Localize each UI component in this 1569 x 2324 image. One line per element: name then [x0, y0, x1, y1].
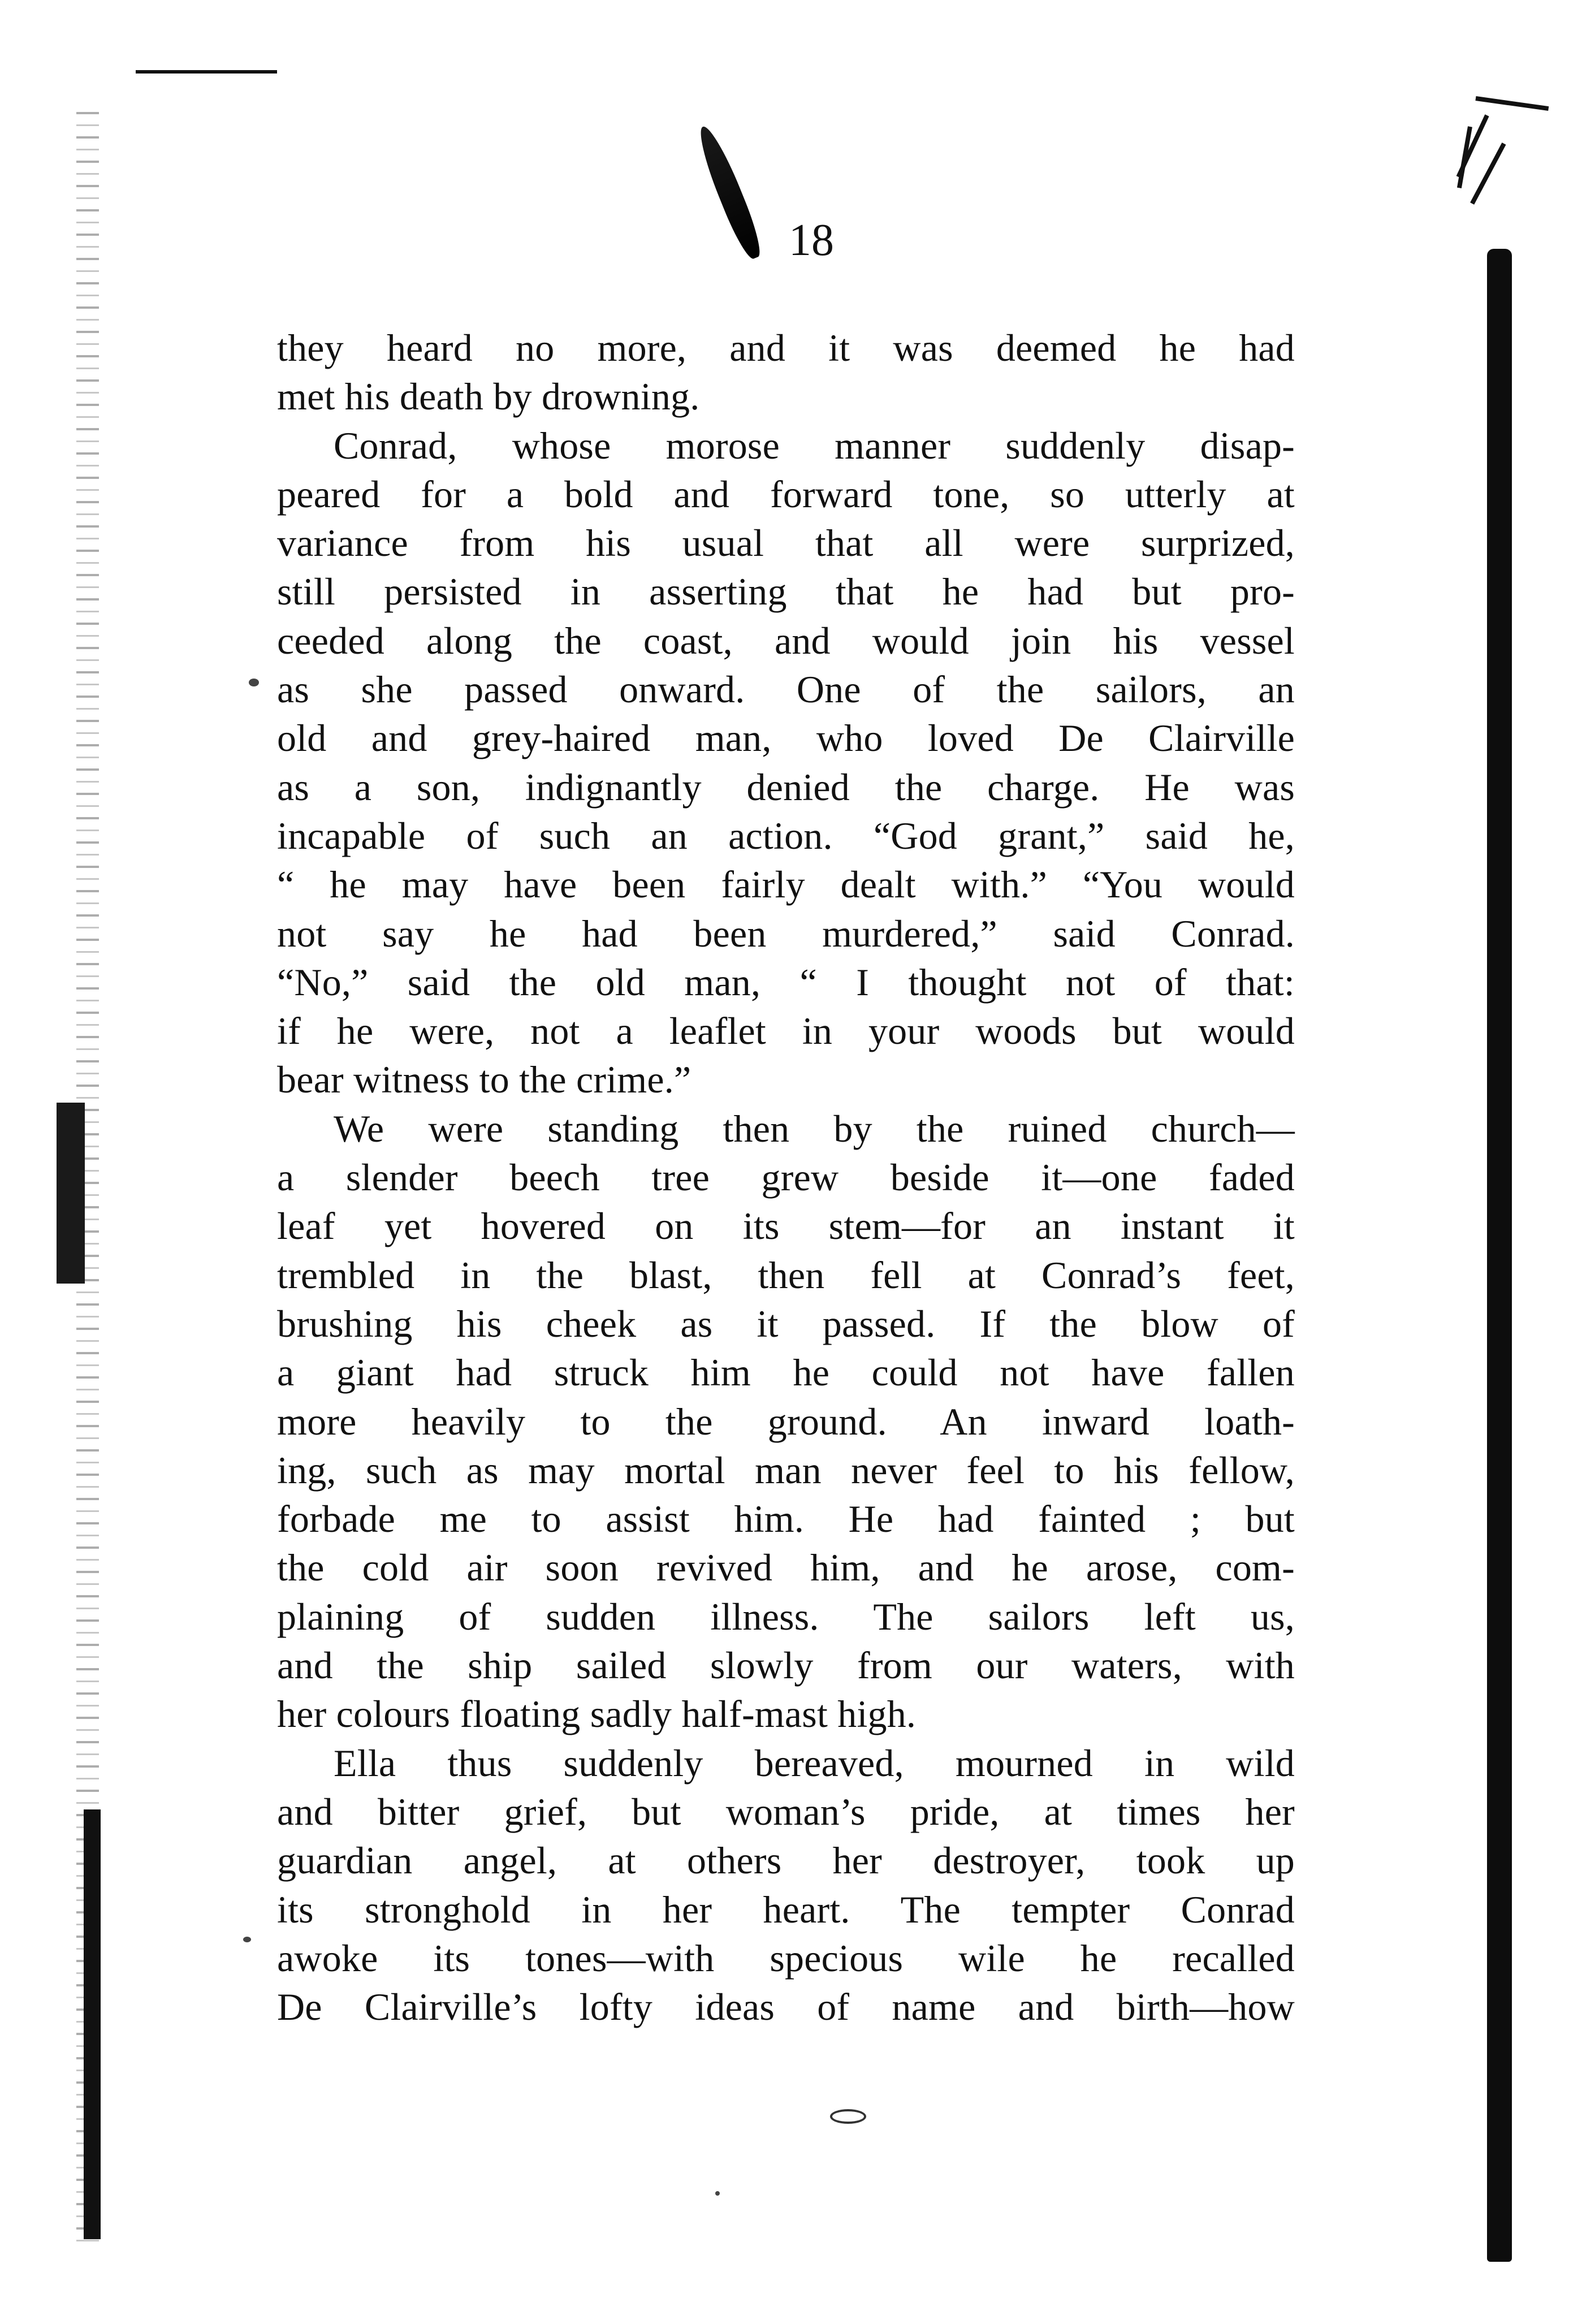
page-number: 18	[789, 215, 834, 265]
text-line: ing, such as may mortal man never feel to his fellow,	[277, 1448, 1295, 1492]
text-line: they heard no more, and it was deemed he had	[277, 326, 1295, 369]
scan-left-edge-block	[57, 1103, 85, 1284]
text-line: and the ship sailed slowly from our waters, with	[277, 1644, 1295, 1687]
text-line: awoke its tones—with specious wile he recalled	[277, 1936, 1295, 1980]
text-line: variance from his usual that all were surprized,	[277, 521, 1295, 565]
text-line: incapable of such an action. “God grant,” said he,	[277, 814, 1295, 857]
text-line: ceeded along the coast, and would join his vessel	[277, 619, 1295, 662]
text-line: her colours floating sadly half-mast high.	[277, 1692, 917, 1736]
text-line: Ella thus suddenly bereaved, mourned in wild	[334, 1741, 1295, 1785]
bottom-ink-mark	[830, 2109, 866, 2124]
text-line: a giant had struck him he could not have fallen	[277, 1351, 1295, 1394]
text-line: plaining of sudden illness. The sailors left us,	[277, 1595, 1295, 1638]
text-line: trembled in the blast, then fell at Conrad’s feet,	[277, 1253, 1295, 1297]
scan-left-edge-binding	[84, 1809, 101, 2239]
scan-right-edge-marks	[1470, 90, 1555, 260]
text-line: peared for a bold and forward tone, so utterly at	[277, 472, 1295, 516]
ink-speck	[243, 1937, 251, 1942]
quill-mark-icon	[693, 123, 767, 262]
text-line: the cold air soon revived him, and he arose, com-	[277, 1546, 1295, 1589]
scan-right-edge-bar	[1487, 249, 1512, 2262]
text-line: “No,” said the old man, “ I thought not of that:	[277, 960, 1295, 1004]
text-line: “ he may have been fairly dealt with.” “You would	[277, 863, 1295, 906]
text-line: We were standing then by the ruined church—	[334, 1107, 1295, 1150]
scan-top-rule	[136, 70, 277, 74]
text-line: a slender beech tree grew beside it—one faded	[277, 1156, 1295, 1199]
text-line: as she passed onward. One of the sailors, an	[277, 668, 1295, 711]
ink-speck	[249, 679, 259, 686]
text-line: brushing his cheek as it passed. If the blow of	[277, 1302, 1295, 1345]
text-line: as a son, indignantly denied the charge. He was	[277, 765, 1295, 809]
text-line: not say he had been murdered,” said Conrad.	[277, 912, 1295, 955]
text-line: forbade me to assist him. He had fainted ; but	[277, 1497, 1295, 1541]
text-line: leaf yet hovered on its stem—for an instant it	[277, 1204, 1295, 1248]
text-line: guardian angel, at others her destroyer, took up	[277, 1839, 1295, 1882]
text-line: more heavily to the ground. An inward loath-	[277, 1399, 1295, 1443]
text-line: Conrad, whose morose manner suddenly disap-	[334, 424, 1295, 467]
text-line: its stronghold in her heart. The tempter Conrad	[277, 1887, 1295, 1931]
text-line: De Clairville’s lofty ideas of name and birth—how	[277, 1985, 1295, 2029]
text-line: and bitter grief, but woman’s pride, at times her	[277, 1790, 1295, 1833]
text-line: if he were, not a leaflet in your woods but would	[277, 1009, 1295, 1053]
ink-speck	[715, 2191, 720, 2196]
text-line: bear witness to the crime.”	[277, 1058, 691, 1101]
text-line: still persisted in asserting that he had but pro-	[277, 570, 1295, 614]
text-line: met his death by drowning.	[277, 375, 700, 418]
text-line: old and grey-haired man, who loved De Clairville	[277, 716, 1295, 760]
body-text	[277, 323, 1295, 2031]
